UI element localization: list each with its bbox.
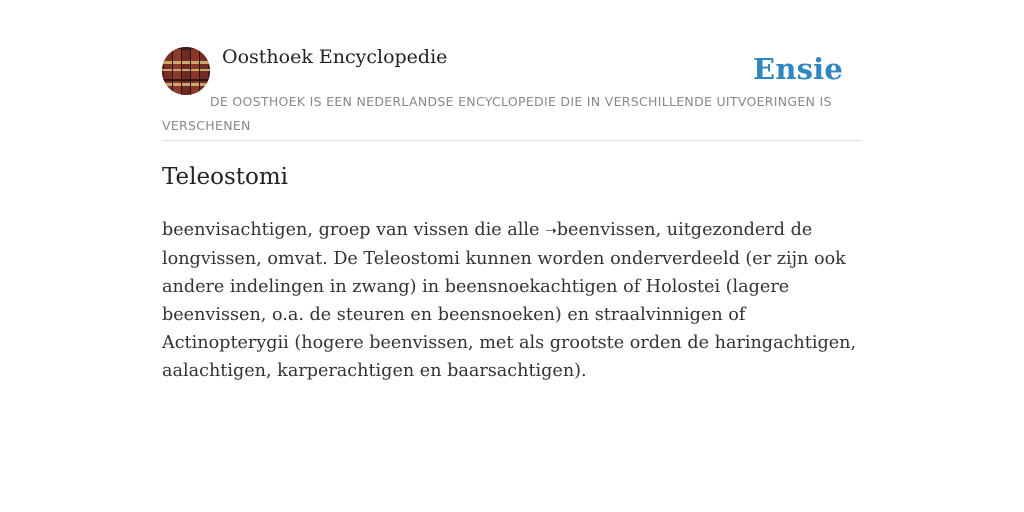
site-title[interactable]: Oosthoek Encyclopedie: [222, 46, 448, 68]
ensie-logo-link[interactable]: Ensie: [753, 52, 843, 86]
page-container: [162, 0, 862, 381]
article-text-intro: beenvisachtigen, groep van vissen die alle: [162, 220, 546, 240]
reference-link-beenvissen[interactable]: beenvissen: [556, 220, 656, 240]
reference-arrow-icon: ➝: [545, 223, 557, 239]
article-text-rest: , uitgezonderd de longvissen, omvat. De Teleostomi kunnen worden onderverdeeld (er zijn ook andere indelingen in zwang) in beensnoekachtigen of Holostei (lagere beenvissen, o.a. de steuren en beensnoeken) en straalvinnigen of Actinopterygii (hogere beenvissen, met als grootste orden de haringachtigen, aalachtigen, karperachtigen en baarsachtigen).: [162, 220, 857, 381]
site-tagline: DE OOSTHOEK IS EEN NEDERLANDSE ENCYCLOPEDIE DIE IN VERSCHILLENDE UITVOERINGEN IS VERSCHENEN: [162, 94, 832, 133]
article-body: [162, 216, 862, 385]
encyclopedia-books-icon[interactable]: [162, 47, 210, 95]
site-header: [162, 0, 862, 141]
article-title: Teleostomi: [162, 164, 289, 190]
